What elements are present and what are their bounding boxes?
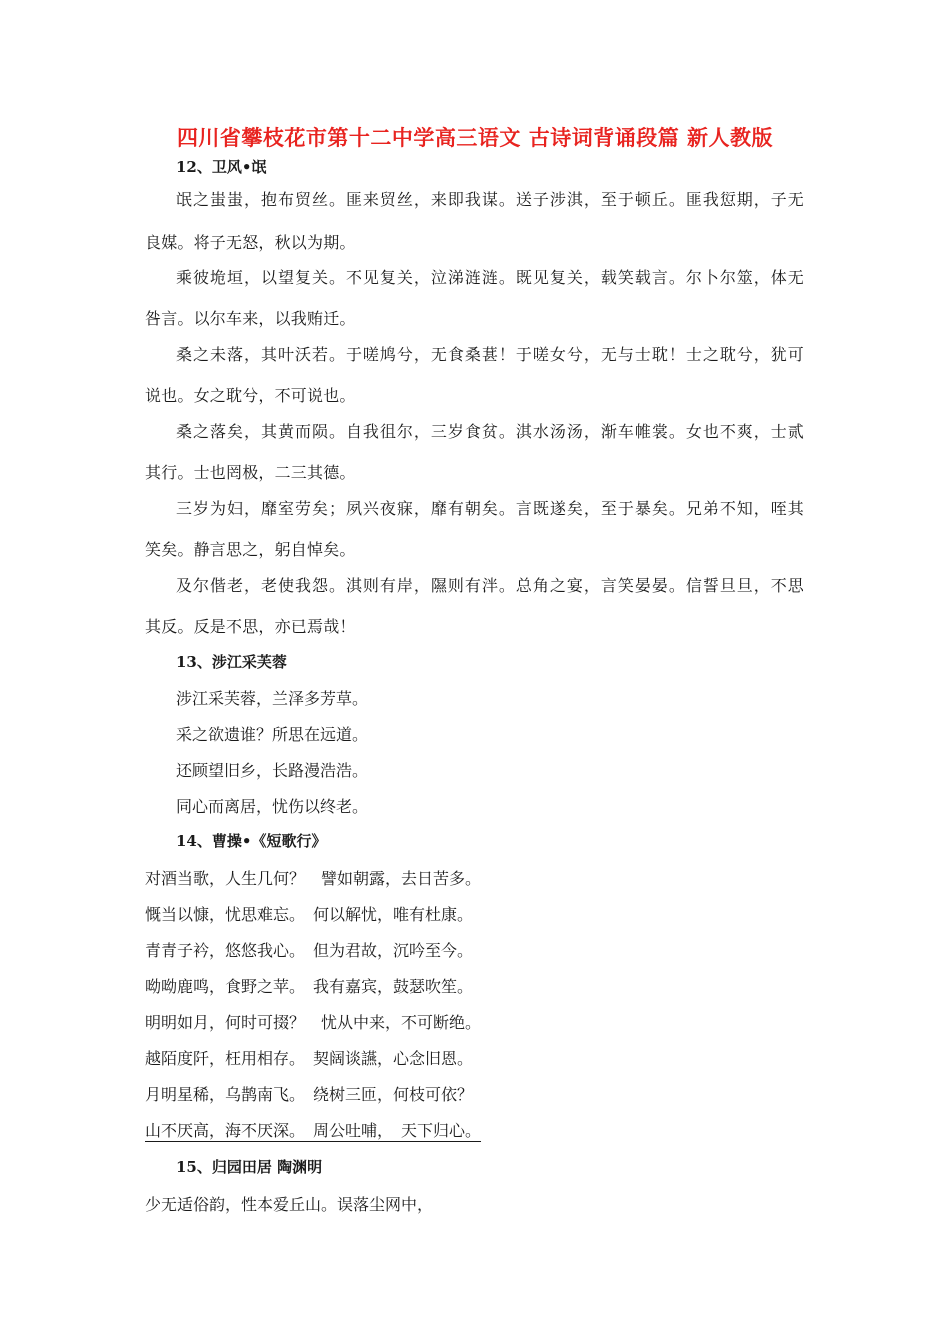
section-12-paragraph-6-line-2: 其反。反是不思，亦已焉哉！ [145,617,356,636]
section-12-paragraph-4-line-2: 其行。士也罔极，二三其德。 [145,463,356,482]
section-13-heading: 13、涉江采芙蓉 [176,653,287,671]
section-12-paragraph-2-line-2: 咎言。以尔车来，以我贿迁。 [145,309,356,328]
section-14-line: 对酒当歌，人生几何？ 譬如朝露，去日苦多。 [145,869,482,888]
section-12-paragraph-2-line-1: 乘彼垝垣，以望复关。不见复关，泣涕涟涟。既见复关，载笑载言。尔卜尔筮，体无 [176,268,804,287]
section-14-line: 月明星稀，乌鹊南飞。 绕树三匝，何枝可依？ [145,1085,474,1104]
section-13-line: 同心而离居，忧伤以终老。 [176,797,369,816]
section-14-line: 越陌度阡，枉用相存。 契阔谈讌，心念旧恩。 [145,1049,474,1068]
section-12-paragraph-5-line-1: 三岁为妇，靡室劳矣；夙兴夜寐，靡有朝矣。言既遂矣，至于暴矣。兄弟不知，咥其 [176,499,804,518]
section-15-heading: 15、归园田居 陶渊明 [176,1158,323,1176]
section-12-paragraph-3-line-1: 桑之未落，其叶沃若。于嗟鸠兮，无食桑葚！于嗟女兮，无与士耽！士之耽兮，犹可 [176,345,804,364]
section-12-paragraph-4-line-1: 桑之落矣，其黄而陨。自我徂尔，三岁食贫。淇水汤汤，渐车帷裳。女也不爽，士贰 [176,422,804,441]
section-14-line: 呦呦鹿鸣，食野之苹。 我有嘉宾，鼓瑟吹笙。 [145,977,474,996]
section-14-line: 慨当以慷，忧思难忘。 何以解忧，唯有杜康。 [145,905,474,924]
section-14-line-underlined: 山不厌高，海不厌深。 周公吐哺， 天下归心。 [145,1121,482,1140]
section-12-paragraph-6-line-1: 及尔偕老，老使我怨。淇则有岸，隰则有泮。总角之宴，言笑晏晏。信誓旦旦，不思 [176,576,804,595]
section-14-line: 青青子衿，悠悠我心。 但为君故，沉吟至今。 [145,941,474,960]
section-13-line: 涉江采芙蓉，兰泽多芳草。 [176,689,369,708]
section-14-heading: 14、曹操•《短歌行》 [176,832,327,850]
section-13-line: 还顾望旧乡，长路漫浩浩。 [176,761,369,780]
section-12-paragraph-3-line-2: 说也。女之耽兮，不可说也。 [145,386,356,405]
section-12-heading: 12、卫风•氓 [176,158,267,176]
section-13-line: 采之欲遗谁？所思在远道。 [176,725,369,744]
section-15-line: 少无适俗韵，性本爱丘山。误落尘网中， [145,1195,434,1214]
document-title: 四川省攀枝花市第十二中学高三语文 古诗词背诵段篇 新人教版 [176,125,774,150]
section-12-paragraph-1-line-1: 氓之蚩蚩，抱布贸丝。匪来贸丝，来即我谋。送子涉淇，至于顿丘。匪我愆期，子无 [176,190,804,209]
section-12-paragraph-1-line-2: 良媒。将子无怒，秋以为期。 [145,233,356,252]
section-14-line: 明明如月，何时可掇？ 忧从中来，不可断绝。 [145,1013,482,1032]
section-12-paragraph-5-line-2: 笑矣。静言思之，躬自悼矣。 [145,540,356,559]
